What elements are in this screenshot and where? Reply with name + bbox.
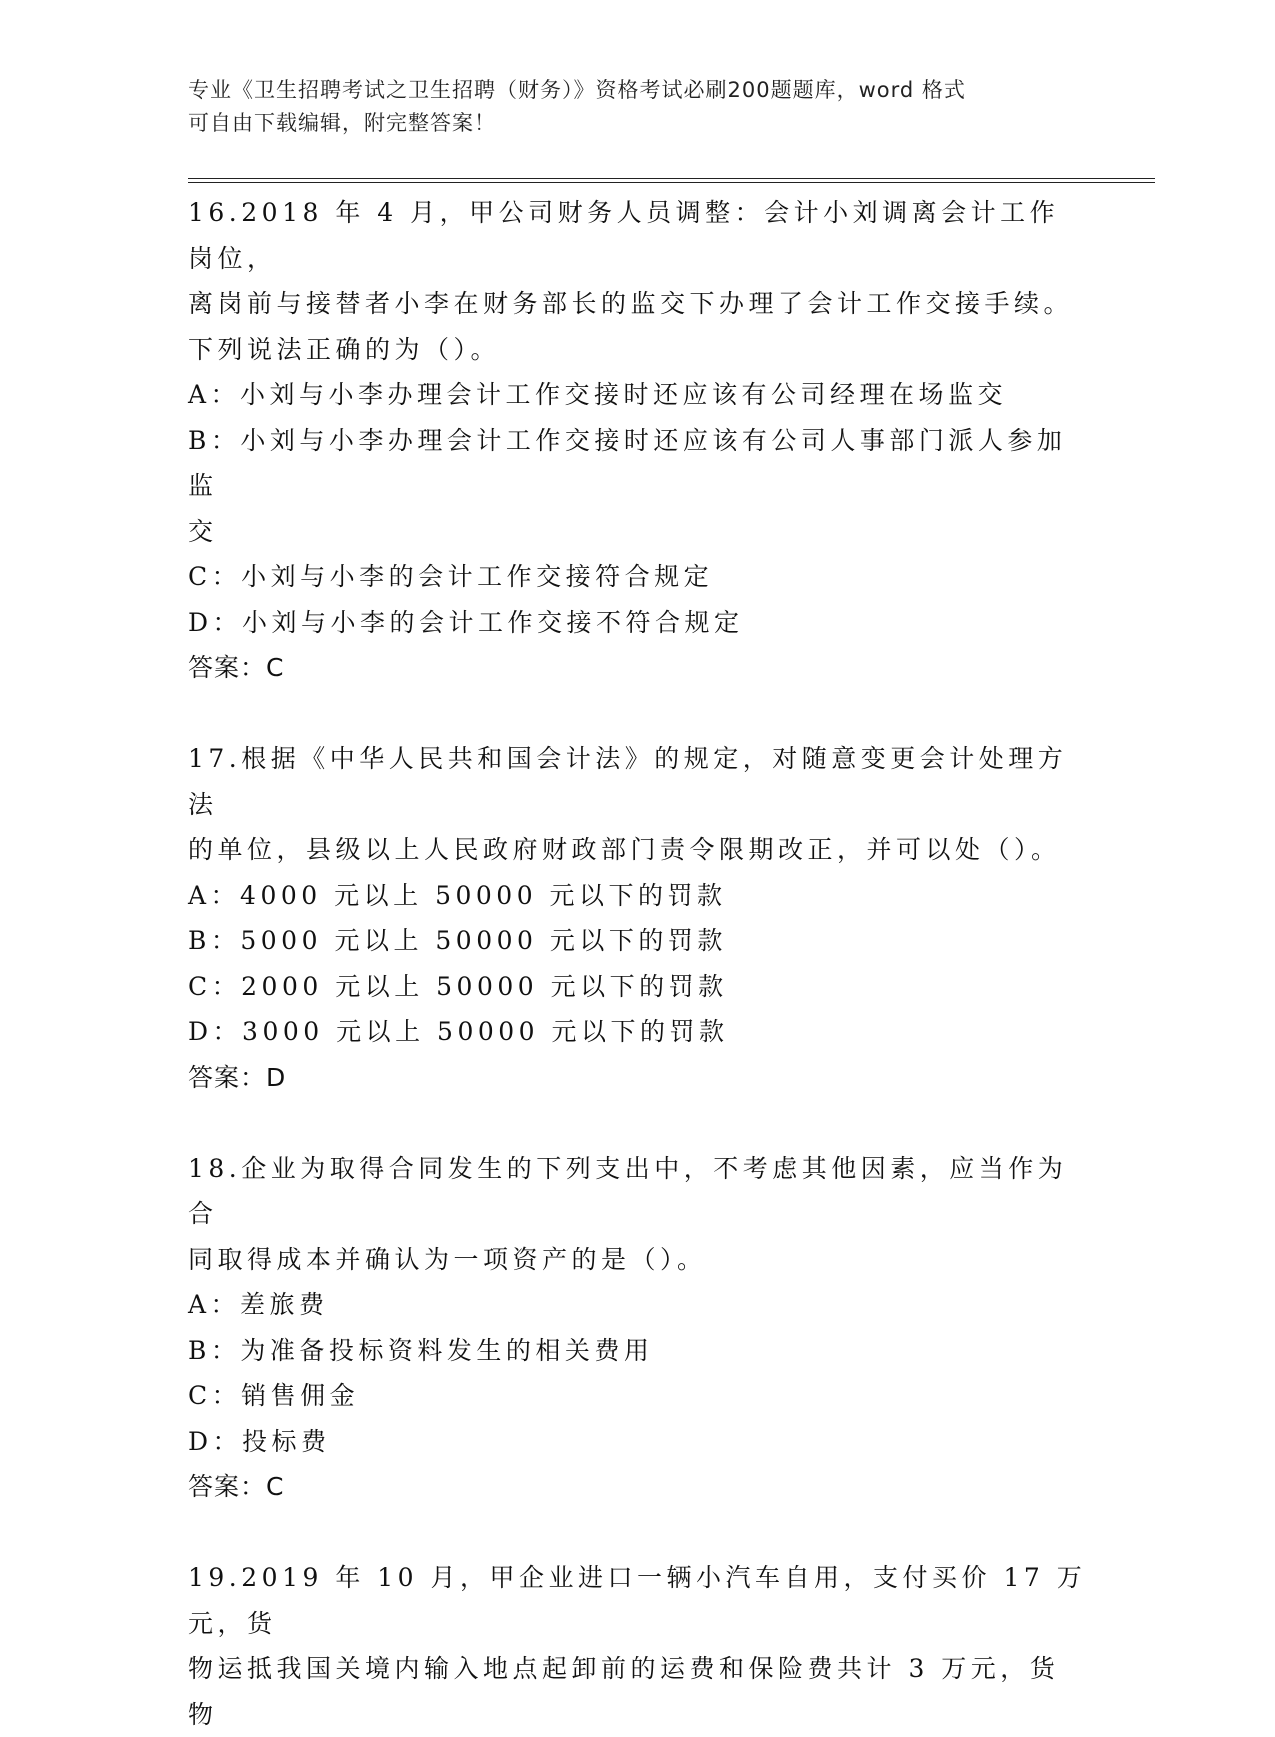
question-stem-line: 离岗前与接替者小李在财务部长的监交下办理了会计工作交接手续。 bbox=[188, 289, 1074, 318]
question-block bbox=[188, 1555, 1088, 1737]
answer-option: D：小刘与小李的会计工作交接不符合规定 bbox=[188, 607, 744, 637]
question-stem-line: 下列说法正确的为（）。 bbox=[188, 334, 501, 364]
page-header bbox=[188, 74, 1068, 140]
answer-option: 交 bbox=[188, 516, 218, 546]
answer-option: B：为准备投标资料发生的相关费用 bbox=[188, 1335, 654, 1365]
answer-key: 答案：C bbox=[188, 1472, 285, 1501]
answer-option: A：差旅费 bbox=[188, 1290, 329, 1319]
answer-option: C：销售佣金 bbox=[188, 1381, 360, 1410]
answer-option: B：5000 元以上 50000 元以下的罚款 bbox=[188, 926, 727, 955]
question-stem-line: 物运抵我国关境内输入地点起卸前的运费和保险费共计 3 万元，货物 bbox=[188, 1654, 1060, 1729]
question-stem-line: 的单位，县级以上人民政府财政部门责令限期改正，并可以处（）。 bbox=[188, 835, 1061, 864]
question-stem-line: 17.根据《中华人民共和国会计法》的规定，对随意变更会计处理方法 bbox=[188, 744, 1068, 819]
answer-option: D：3000 元以上 50000 元以下的罚款 bbox=[188, 1017, 729, 1046]
answer-option: A：4000 元以上 50000 元以下的罚款 bbox=[188, 880, 727, 910]
question-stem-line: 18.企业为取得合同发生的下列支出中，不考虑其他因素，应当作为合 bbox=[188, 1153, 1068, 1228]
answer-option: C：小刘与小李的会计工作交接符合规定 bbox=[188, 562, 714, 591]
question-block bbox=[188, 1146, 1088, 1510]
question-stem-line: 同取得成本并确认为一项资产的是（）。 bbox=[188, 1244, 707, 1274]
header-divider bbox=[188, 178, 1155, 183]
answer-option: C：2000 元以上 50000 元以下的罚款 bbox=[188, 971, 728, 1001]
header-line-1: 专业《卫生招聘考试之卫生招聘（财务）》资格考试必刷200题题库，word 格式 bbox=[188, 78, 966, 102]
question-spacer bbox=[188, 1100, 1088, 1146]
header-line-2: 可自由下载编辑，附完整答案！ bbox=[188, 111, 496, 135]
question-block bbox=[188, 736, 1088, 1100]
answer-option: A：小刘与小李办理会计工作交接时还应该有公司经理在场监交 bbox=[188, 380, 1008, 409]
answer-option: D：投标费 bbox=[188, 1426, 331, 1456]
question-spacer bbox=[188, 1510, 1088, 1556]
answer-option: B：小刘与小李办理会计工作交接时还应该有公司人事部门派人参加监 bbox=[188, 425, 1067, 500]
question-stem-line: 19.2019 年 10 月，甲企业进口一辆小汽车自用，支付买价 17 万元，货 bbox=[188, 1563, 1087, 1638]
question-spacer bbox=[188, 691, 1088, 737]
question-stem-line: 16.2018 年 4 月，甲公司财务人员调整：会计小刘调离会计工作岗位， bbox=[188, 198, 1060, 273]
answer-key: 答案：D bbox=[188, 1062, 287, 1092]
question-block bbox=[188, 190, 1088, 691]
question-list bbox=[188, 190, 1088, 1737]
answer-key: 答案：C bbox=[188, 653, 285, 682]
